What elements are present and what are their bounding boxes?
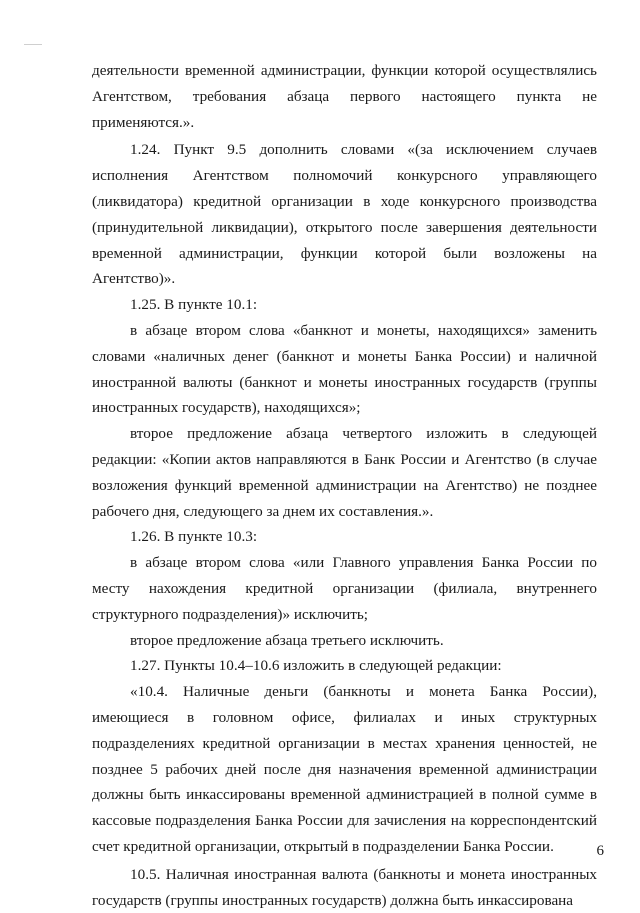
paragraph-1-25-abz4: второе предложение абзаца четвертого изложить в следующей редакции: «Копии актов направляются в Банк России и Агентство (в случае возложения функций временной администрации на Агентство) не позднее рабочего дня, следующего за днем их составления.». [92,425,597,520]
body-text [92,58,597,913]
paragraph-1-26-abz2: в абзаце втором слова «или Главного управления Банка России по месту нахождения кредитной организации (филиала, внутреннего структурного подразделения)» исключить; [92,554,597,623]
paragraph-10-4: «10.4. Наличные деньги (банкноты и монета Банка России), имеющиеся в головном офисе, филиалах и иных структурных подразделениях кредитной организации в местах хранения ценностей, не позднее 5 рабочих дней после дня назначения временной администрации должны быть инкассированы временной администрацией в полной сумме в кассовые подразделения Банка России для зачисления на корреспондентский счет кредитной организации, открытый в подразделении Банка России. [92,683,597,855]
paragraph-1-26-abz3: второе предложение абзаца третьего исключить. [130,631,444,649]
paragraph-1-25-abz2: в абзаце втором слова «банкнот и монеты, находящихся» заменить словами «наличных денег (банкнот и монеты Банка России) и наличной иностранной валюты (банкнот и монеты иностранных государств (группы иностранных государств), находящихся»; [92,321,597,417]
paragraph-1-25: 1.25. В пункте 10.1: [130,296,258,314]
paragraph-1-24: 1.24. Пункт 9.5 дополнить словами «(за исключением случаев исполнения Агентством полномочий конкурсного управляющего (ликвидатора) кредитной организации в ходе конкурсного производства (принудительной ликвидации), открытого после завершения деятельности временной администрации, функции которой были возложены на Агентство)». [92,141,597,288]
paragraph-continuation: деятельности временной администрации, функции которой осуществлялись Агентством, требования абзаца первого настоящего пункта не применяются.». [92,62,597,131]
paragraph-1-27: 1.27. Пункты 10.4–10.6 изложить в следующей редакции: [130,657,502,675]
paragraph-10-5: 10.5. Наличная иностранная валюта (банкноты и монета иностранных государств (группы иностранных государств) должна быть инкассирована [92,865,597,909]
paragraph-1-26: 1.26. В пункте 10.3: [130,528,258,546]
page-number: 6 [596,843,604,859]
scan-mark [24,44,42,45]
